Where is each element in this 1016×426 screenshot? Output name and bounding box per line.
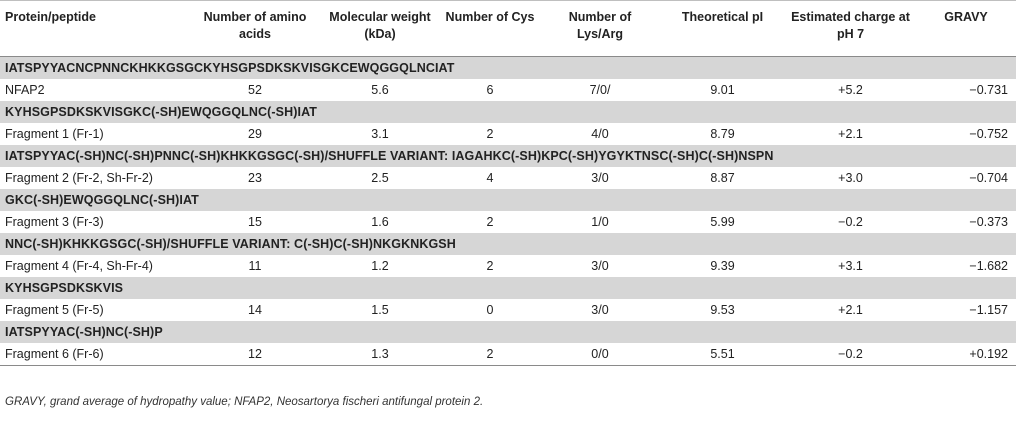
sequence-row: [0, 145, 1016, 167]
cell-lys-arg: 3/0: [591, 303, 609, 317]
cell-charge: +2.1: [838, 303, 863, 317]
cell-charge: −0.2: [785, 343, 916, 366]
cell-amino-acids: 14: [248, 303, 262, 317]
table-row: [0, 211, 1016, 233]
cell-charge: +2.1: [838, 127, 863, 141]
table-footnote: GRAVY, grand average of hydropathy value; NFAP2, Neosartorya fischeri antifungal protein 2.: [5, 396, 484, 408]
cell-name: Fragment 1 (Fr-1): [5, 127, 104, 141]
cell-lys-arg: 3/0: [591, 171, 609, 185]
cell-pi: 5.51: [660, 343, 785, 366]
cell-name: Fragment 4 (Fr-4, Sh-Fr-4): [5, 259, 153, 273]
cell-amino-acids: 29: [248, 127, 262, 141]
cell-pi: 5.99: [710, 215, 735, 229]
cell-name: NFAP2: [5, 83, 45, 97]
sequence-cell: IATSPYYAC(-SH)NC(-SH)PNNC(-SH)KHKKGSGC(-SH)/SHUFFLE VARIANT: IAGAHKC(-SH)KPC(-SH)YGYKTNSC(-SH)C(-SH)NSPN: [0, 145, 1016, 167]
cell-name: Fragment 6 (Fr-6): [0, 343, 190, 366]
cell-pi: 9.53: [710, 303, 735, 317]
sequence-cell: GKC(-SH)EWQGGQLNC(-SH)IAT: [0, 189, 1016, 211]
cell-amino-acids: 11: [248, 259, 262, 273]
cell-charge: +3.0: [838, 171, 863, 185]
cell-gravy: −1.157: [969, 303, 1008, 317]
cell-amino-acids: 23: [248, 171, 262, 185]
header-cys: Number of Cys: [445, 10, 535, 24]
sequence-cell: NNC(-SH)KHKKGSGC(-SH)/SHUFFLE VARIANT: C(-SH)C(-SH)NKGKNKGSH: [0, 233, 1016, 255]
table-row: [0, 123, 1016, 145]
cell-molecular-weight: 1.2: [371, 259, 389, 273]
cell-gravy: −0.752: [969, 127, 1008, 141]
cell-gravy: −0.704: [969, 171, 1008, 185]
header-amino-acids: Number of amino acids: [203, 10, 307, 41]
cell-cys: 4: [486, 171, 494, 185]
sequence-row: [0, 189, 1016, 211]
table-row: [0, 79, 1016, 101]
cell-cys: 0: [486, 303, 494, 317]
cell-gravy: −1.682: [969, 259, 1008, 273]
header-pi: Theoretical pI: [681, 10, 764, 24]
table-row: [0, 299, 1016, 321]
cell-cys: 2: [486, 215, 494, 229]
header-charge: Estimated charge at pH 7: [791, 10, 910, 41]
cell-gravy: +0.192: [916, 343, 1016, 366]
cell-name: Fragment 3 (Fr-3): [5, 215, 104, 229]
table-body: [0, 57, 1016, 366]
header-row: [0, 1, 1016, 57]
cell-pi: 8.87: [710, 171, 735, 185]
header-gravy: GRAVY: [944, 10, 988, 24]
cell-cys: 6: [486, 83, 494, 97]
cell-lys-arg: 7/0/: [589, 83, 611, 97]
sequence-cell: KYHSGPSDKSKVIS: [0, 277, 1016, 299]
sequence-cell: IATSPYYACNCPNNCKHKKGSGCKYHSGPSDKSKVISGKCEWQGGQLNCIAT: [0, 57, 1016, 80]
cell-gravy: −0.373: [969, 215, 1008, 229]
cell-cys: 2: [486, 127, 494, 141]
sequence-row: [0, 321, 1016, 343]
cell-amino-acids: 12: [190, 343, 320, 366]
cell-pi: 9.01: [710, 83, 735, 97]
cell-lys-arg: 0/0: [540, 343, 660, 366]
sequence-cell: KYHSGPSDKSKVISGKC(-SH)EWQGGQLNC(-SH)IAT: [0, 101, 1016, 123]
cell-charge: −0.2: [838, 215, 863, 229]
sequence-row: [0, 57, 1016, 80]
cell-cys: 2: [440, 343, 540, 366]
cell-lys-arg: 3/0: [591, 259, 609, 273]
cell-molecular-weight: 2.5: [371, 171, 389, 185]
sequence-row: [0, 233, 1016, 255]
cell-molecular-weight: 1.6: [371, 215, 389, 229]
header-molecular-weight: Molecular weight (kDa): [329, 10, 431, 41]
cell-name: Fragment 2 (Fr-2, Sh-Fr-2): [5, 171, 153, 185]
table-row: [0, 167, 1016, 189]
header-lys-arg: Number of Lys/Arg: [568, 10, 632, 41]
cell-pi: 8.79: [710, 127, 735, 141]
cell-lys-arg: 1/0: [591, 215, 609, 229]
table-row: [0, 343, 1016, 366]
cell-charge: +5.2: [838, 83, 863, 97]
cell-molecular-weight: 3.1: [371, 127, 389, 141]
cell-amino-acids: 15: [248, 215, 262, 229]
cell-molecular-weight: 5.6: [371, 83, 389, 97]
cell-molecular-weight: 1.5: [371, 303, 389, 317]
cell-name: Fragment 5 (Fr-5): [5, 303, 104, 317]
header-protein: Protein/peptide: [5, 10, 96, 24]
cell-molecular-weight: 1.3: [320, 343, 440, 366]
cell-gravy: −0.731: [969, 83, 1008, 97]
sequence-row: [0, 277, 1016, 299]
cell-lys-arg: 4/0: [591, 127, 609, 141]
table-row: [0, 255, 1016, 277]
sequence-cell: IATSPYYAC(-SH)NC(-SH)P: [0, 321, 1016, 343]
cell-pi: 9.39: [710, 259, 735, 273]
cell-cys: 2: [486, 259, 494, 273]
cell-amino-acids: 52: [248, 83, 262, 97]
sequence-row: [0, 101, 1016, 123]
cell-charge: +3.1: [838, 259, 863, 273]
